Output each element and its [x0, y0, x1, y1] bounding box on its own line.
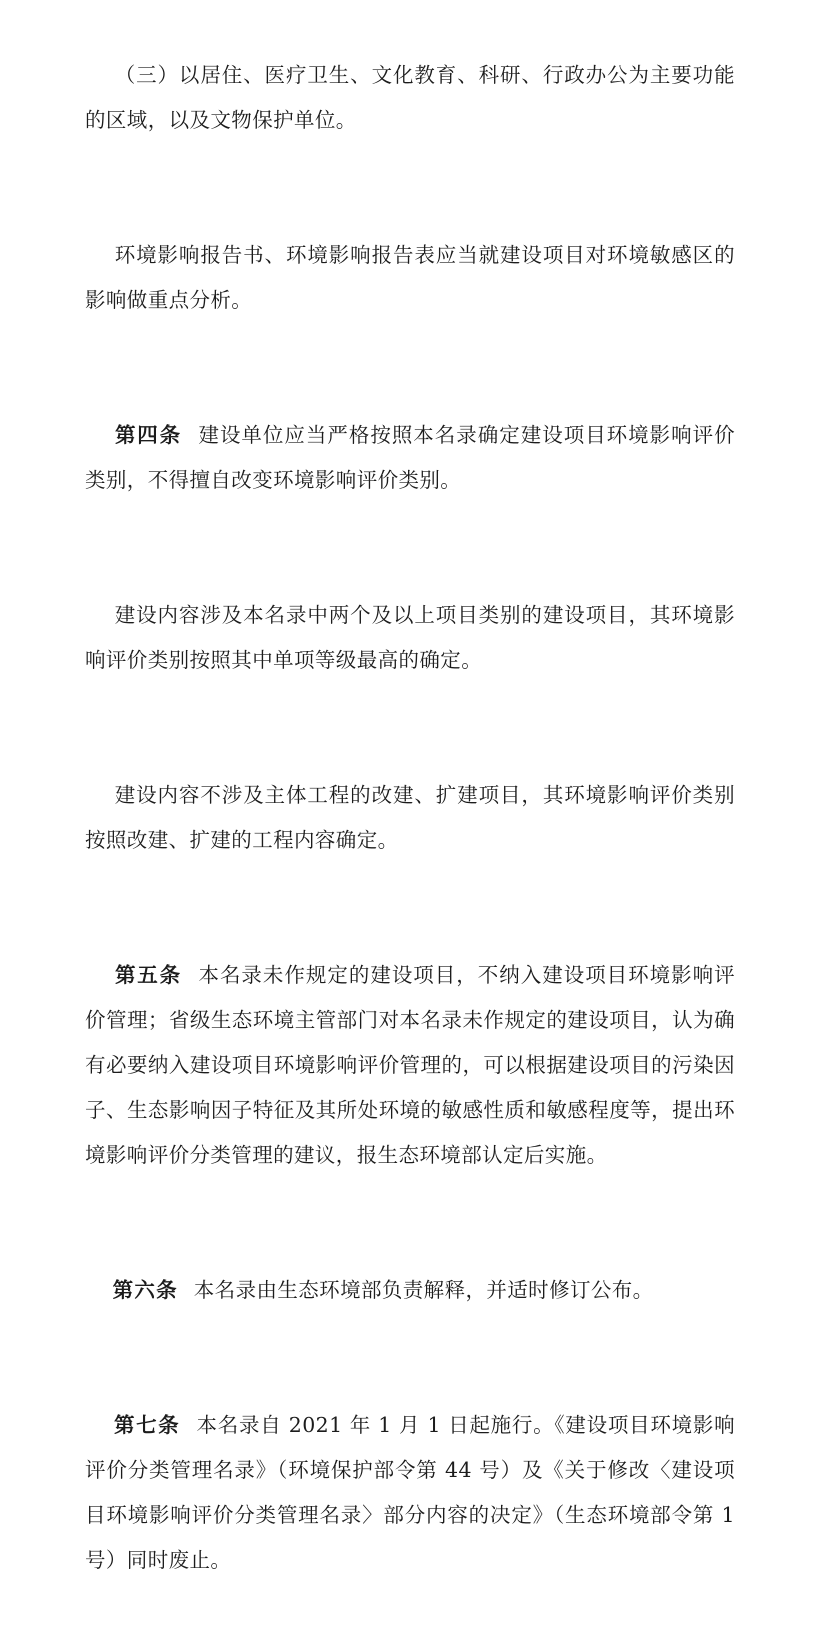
- clause-label-6: 第六条: [112, 1278, 178, 1302]
- paragraph-text: 建设单位应当严格按照本名录确定建设项目环境影响评价类别，不得擅自改变环境影响评价类别。: [85, 423, 735, 492]
- paragraph-text: （三）以居住、医疗卫生、文化教育、科研、行政办公为主要功能的区域，以及文物保护单位。: [85, 63, 735, 132]
- paragraph-text: 本名录未作规定的建设项目，不纳入建设项目环境影响评价管理；省级生态环境主管部门对本名录未作规定的建设项目，认为确有必要纳入建设项目环境影响评价管理的，可以根据建设项目的污染因子、生态影响因子特征及其所处环境的敏感性质和敏感程度等，提出环境影响评价分类管理的建议，报生态环境部认定后实施。: [85, 963, 735, 1167]
- paragraph-clause-6: [85, 1223, 735, 1358]
- clause-label-5: 第五条: [115, 963, 182, 987]
- paragraph-text: 本名录由生态环境部负责解释，并适时修订公布。: [193, 1278, 654, 1302]
- paragraph-clause-4-para-3: [85, 728, 735, 908]
- paragraph-clause-5: [85, 908, 735, 1223]
- paragraph-clause-3-item-3: [85, 8, 735, 188]
- paragraph-text: 建设内容涉及本名录中两个及以上项目类别的建设项目，其环境影响评价类别按照其中单项等级最高的确定。: [85, 603, 735, 672]
- paragraph-clause-4: [85, 368, 735, 548]
- paragraph-clause-7: [85, 1358, 742, 1628]
- paragraph-text: 建设内容不涉及主体工程的改建、扩建项目，其环境影响评价类别按照改建、扩建的工程内容确定。: [85, 783, 735, 852]
- clause-label-7: 第七条: [114, 1413, 181, 1437]
- paragraph-clause-3-closing: [85, 188, 735, 368]
- paragraph-text: 本名录自 2021 年 1 月 1 日起施行。《建设项目环境影响评价分类管理名录》（环境保护部令第 44 号）及《关于修改〈建设项目环境影响评价分类管理名录〉部分内容的决定》（生态环境部令第 1 号）同时废止。: [85, 1413, 742, 1572]
- paragraph-text: 环境影响报告书、环境影响报告表应当就建设项目对环境敏感区的影响做重点分析。: [85, 243, 735, 312]
- clause-label-4: 第四条: [115, 423, 182, 447]
- paragraph-clause-4-para-2: [85, 548, 735, 728]
